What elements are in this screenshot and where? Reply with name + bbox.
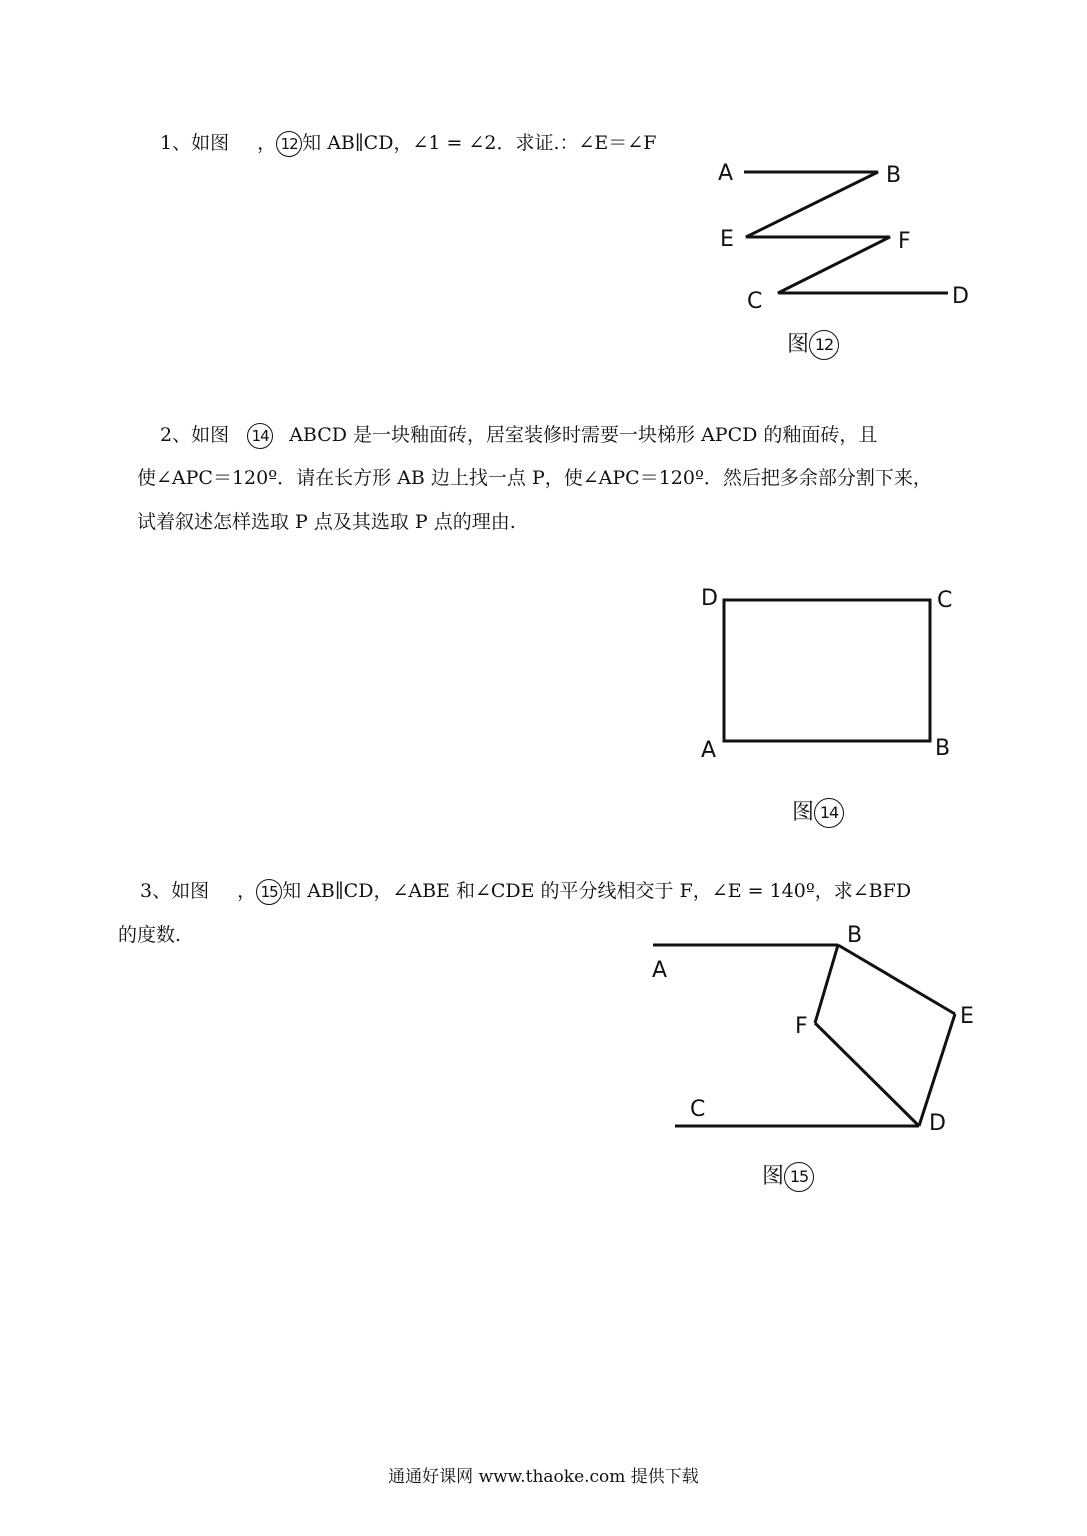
label-F: F bbox=[898, 229, 911, 254]
problem-text: 知 AB∥CD，∠ABE 和∠CDE 的平分线相交于 F，∠E = 140º，求∠BFD bbox=[282, 880, 912, 902]
problem-2-statement-line-3: 试着叙述怎样选取 P 点及其选取 P 点的理由. bbox=[137, 511, 516, 533]
label-D: D bbox=[929, 1111, 946, 1136]
caption-number-badge: 15 bbox=[784, 1162, 814, 1192]
caption-prefix: 图 bbox=[762, 1164, 785, 1189]
problem-3-statement-line-2: 的度数. bbox=[118, 924, 182, 946]
figure-number-badge: 14 bbox=[247, 423, 273, 449]
figure-15-caption bbox=[762, 1159, 814, 1192]
problem-text: 知 AB∥CD，∠1 = ∠2．求证.：∠E＝∠F bbox=[302, 132, 657, 154]
problem-3-statement-line-1 bbox=[140, 876, 911, 905]
caption-number-badge: 12 bbox=[809, 330, 839, 360]
label-B: B bbox=[935, 736, 951, 761]
label-B: B bbox=[886, 163, 902, 188]
label-F: F bbox=[795, 1014, 808, 1039]
figure-15-diagram bbox=[640, 920, 990, 1140]
label-E: E bbox=[960, 1004, 974, 1029]
problem-lead: 如图 bbox=[171, 880, 210, 902]
zigzag-lines bbox=[744, 172, 948, 293]
page-footer: 通通好课网 www.thaoke.com 提供下载 bbox=[388, 1467, 699, 1487]
label-A: A bbox=[718, 161, 734, 186]
problem-2-statement-line-1 bbox=[160, 420, 877, 449]
label-D: D bbox=[701, 586, 718, 611]
figure-14-diagram bbox=[690, 575, 980, 775]
caption-number-badge: 14 bbox=[814, 798, 844, 828]
label-C: C bbox=[747, 289, 763, 314]
figure-12-caption bbox=[787, 327, 839, 360]
line-BE bbox=[838, 945, 955, 1014]
line-BF bbox=[815, 945, 838, 1023]
label-A: A bbox=[652, 958, 668, 983]
problem-comma: ， bbox=[237, 880, 257, 902]
line-FD bbox=[815, 1023, 919, 1126]
label-E: E bbox=[720, 227, 734, 252]
label-A: A bbox=[701, 738, 717, 763]
problem-number: 2、 bbox=[160, 424, 192, 446]
line-ED bbox=[919, 1014, 955, 1126]
figure-14-caption bbox=[792, 795, 844, 828]
figure-number-badge: 15 bbox=[256, 879, 282, 905]
label-D: D bbox=[952, 284, 969, 309]
figure-12-diagram bbox=[700, 150, 1000, 320]
label-B: B bbox=[847, 923, 863, 948]
problem-lead: 如图 bbox=[191, 132, 230, 154]
problem-number: 3、 bbox=[140, 880, 172, 902]
problem-number: 1、 bbox=[160, 132, 192, 154]
rectangle-ABCD bbox=[724, 600, 930, 741]
problem-text: ABCD 是一块釉面砖，居室装修时需要一块梯形 APCD 的釉面砖，且 bbox=[289, 424, 878, 446]
label-C: C bbox=[690, 1097, 706, 1122]
problem-comma: ， bbox=[257, 132, 277, 154]
label-C: C bbox=[937, 588, 953, 613]
figure-number-badge: 12 bbox=[276, 131, 302, 157]
problem-2-statement-line-2: 使∠APC＝120º．请在长方形 AB 边上找一点 P，使∠APC＝120º．然后把多余部分割下来， bbox=[137, 467, 932, 489]
problem-lead: 如图 bbox=[191, 424, 230, 446]
caption-prefix: 图 bbox=[792, 800, 815, 825]
problem-1-statement bbox=[160, 128, 656, 157]
caption-prefix: 图 bbox=[787, 332, 810, 357]
